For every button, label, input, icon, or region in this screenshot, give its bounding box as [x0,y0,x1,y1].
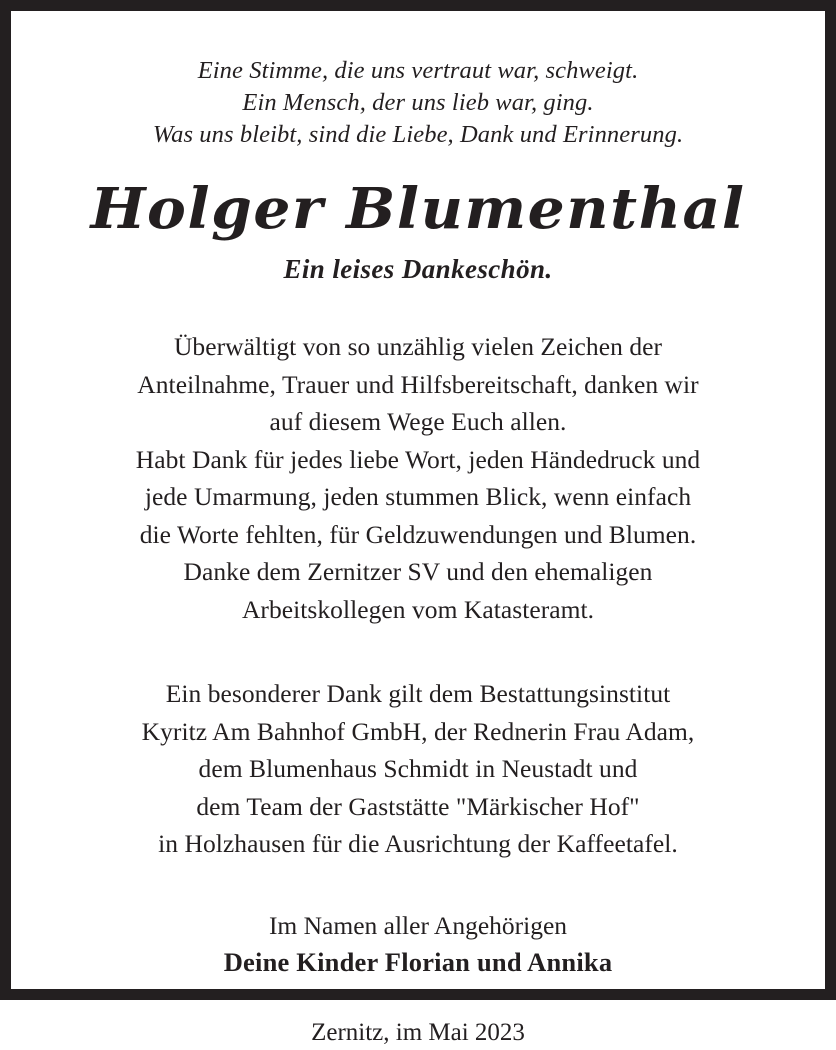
special-thanks-paragraph [47,628,789,863]
thanks-line: Danke dem Zernitzer SV und den ehemaligen [183,557,653,586]
verse-line: Ein Mensch, der uns lieb war, ging. [242,89,594,116]
deceased-name: Holger Blumenthal [90,176,746,242]
thanks-paragraph [47,285,789,628]
special-thanks-line: dem Blumenhaus Schmidt in Neustadt und [198,754,638,783]
notice-subtitle: Ein leises Dankeschön. [283,254,553,284]
thanks-line: Arbeitskollegen vom Katasteramt. [241,594,595,624]
special-thanks-line: Kyritz Am Bahnhof GmbH, der Rednerin Frau Adam, [141,716,695,746]
thanks-line: Überwältigt von so unzählig vielen Zeichen der [173,332,663,361]
notice-inner [11,11,825,1046]
verse-line: Was uns bleibt, sind die Liebe, Dank und Erinnerung. [152,121,684,148]
closing-line-signers: Deine Kinder Florian und Annika [223,947,613,977]
closing-block [47,863,789,982]
thanks-line: Habt Dank für jedes liebe Wort, jeden Händedruck und [135,444,701,474]
special-thanks-line: Ein besonderer Dank gilt dem Bestattungsinstitut [165,679,671,708]
special-thanks-line: in Holzhausen für die Ausrichtung der Kaffeetafel. [158,829,678,858]
special-thanks-line: dem Team der Gaststätte "Märkischer Hof" [196,791,640,821]
opening-verse [47,41,789,151]
thanks-line: auf diesem Wege Euch allen. [269,407,567,436]
closing-line-family: Im Namen aller Angehörigen [268,910,568,940]
thanks-line: die Worte fehlten, für Geldzuwendungen und Blumen. [139,519,697,549]
thanks-line: Anteilnahme, Trauer und Hilfsbereitschaft, danken wir [137,369,699,399]
place-and-date: Zernitz, im Mai 2023 [311,1018,525,1046]
verse-line: Eine Stimme, die uns vertraut war, schweigt. [197,57,639,84]
thanks-line: jede Umarmung, jeden stummen Blick, wenn einfach [144,482,692,511]
